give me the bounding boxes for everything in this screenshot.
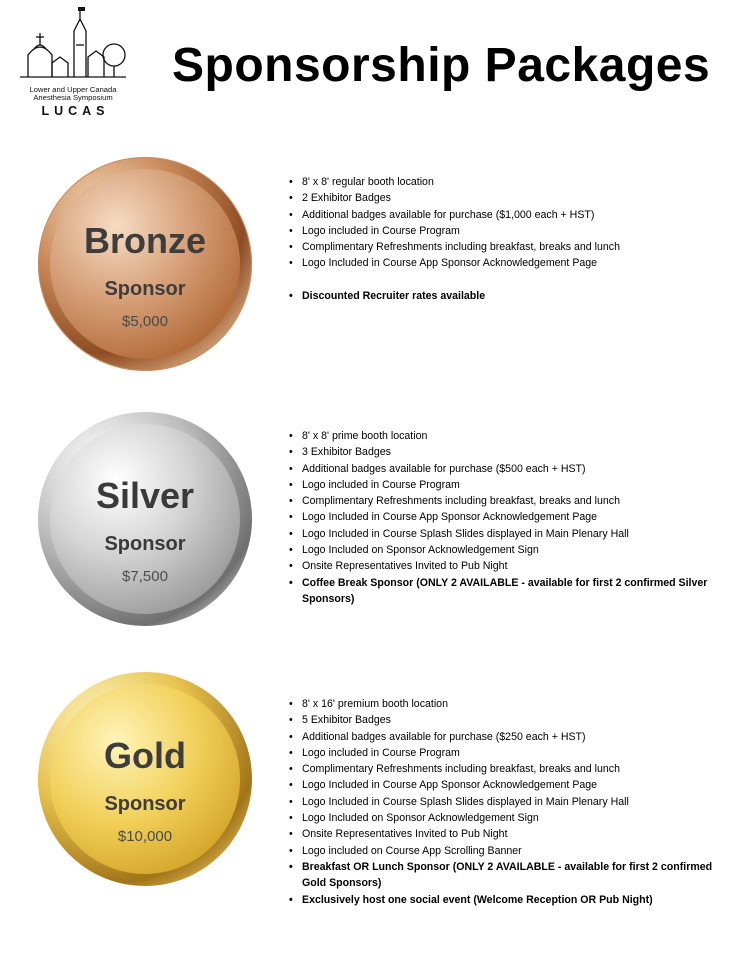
feature-item: • Logo included in Course Program [302, 745, 722, 761]
bronze-medal [38, 157, 252, 371]
bronze-tier-price: $5,000 [122, 313, 168, 330]
bronze-tier-role: Sponsor [104, 278, 186, 300]
logo-tagline-line1: Lower and Upper Canada [29, 85, 117, 94]
silver-tier-name: Silver [95, 475, 195, 516]
feature-item: • Logo Included on Sponsor Acknowledgement Sign [302, 542, 722, 558]
feature-item: • 2 Exhibitor Badges [302, 190, 722, 206]
feature-item-highlight: • Coffee Break Sponsor (ONLY 2 AVAILABLE - available for first 2 confirmed Silver Sponsors) [302, 575, 722, 608]
bronze-feature-list [286, 174, 722, 304]
feature-item: • Logo Included in Course Splash Slides displayed in Main Plenary Hall [302, 526, 722, 542]
gold-feature-list [286, 696, 722, 908]
feature-item: • 8' x 16' premium booth location [302, 696, 722, 712]
feature-item: • Logo Included in Course App Sponsor Acknowledgement Page [302, 509, 722, 525]
gold-tier-name: Gold [104, 735, 186, 776]
bronze-tier-name: Bronze [83, 220, 206, 261]
feature-item: • Logo included in Course Program [302, 223, 722, 239]
feature-item: • Logo included on Course App Scrolling Banner [302, 843, 722, 859]
skyline-icon [18, 5, 128, 85]
feature-item: • Logo Included on Sponsor Acknowledgement Sign [302, 810, 722, 826]
silver-medal [38, 412, 252, 626]
gold-medal [38, 672, 252, 886]
feature-item: • Complimentary Refreshments including breakfast, breaks and lunch [302, 761, 722, 777]
logo-tagline-line2: Anesthesia Symposium [33, 93, 113, 102]
feature-item: • Complimentary Refreshments including breakfast, breaks and lunch [302, 493, 722, 509]
feature-item: • Complimentary Refreshments including breakfast, breaks and lunch [302, 239, 722, 255]
gold-tier-price: $10,000 [117, 828, 173, 845]
silver-tier-price: $7,500 [122, 568, 168, 585]
page-title: Sponsorship Packages [172, 39, 711, 92]
silver-feature-list [286, 428, 722, 607]
feature-item: • 3 Exhibitor Badges [302, 444, 722, 460]
silver-tier-role: Sponsor [104, 533, 186, 555]
gold-tier-role: Sponsor [104, 793, 186, 815]
feature-item-highlight: • Breakfast OR Lunch Sponsor (ONLY 2 AVAILABLE - available for first 2 confirmed Gold Sponsors) [302, 859, 722, 892]
feature-item: • Logo Included in Course App Sponsor Acknowledgement Page [302, 777, 722, 793]
lucas-logo [18, 5, 128, 117]
feature-item: • Logo included in Course Program [302, 477, 722, 493]
feature-item: • Logo Included in Course Splash Slides displayed in Main Plenary Hall [302, 794, 722, 810]
feature-item: • 8' x 8' regular booth location [302, 174, 722, 190]
logo-brand: LUCAS [41, 104, 110, 118]
feature-item: • Additional badges available for purchase ($1,000 each + HST) [302, 207, 722, 223]
feature-item: • Additional badges available for purchase ($250 each + HST) [302, 729, 722, 745]
feature-item: • 5 Exhibitor Badges [302, 712, 722, 728]
feature-item-highlight: • Discounted Recruiter rates available [302, 288, 722, 304]
feature-item: • Onsite Representatives Invited to Pub Night [302, 826, 722, 842]
feature-item: • 8' x 8' prime booth location [302, 428, 722, 444]
feature-item-highlight: • Exclusively host one social event (Welcome Reception OR Pub Night) [302, 892, 722, 908]
feature-item: • Logo Included in Course App Sponsor Acknowledgement Page [302, 255, 722, 271]
feature-item: • Additional badges available for purchase ($500 each + HST) [302, 461, 722, 477]
feature-item: • Onsite Representatives Invited to Pub Night [302, 558, 722, 574]
